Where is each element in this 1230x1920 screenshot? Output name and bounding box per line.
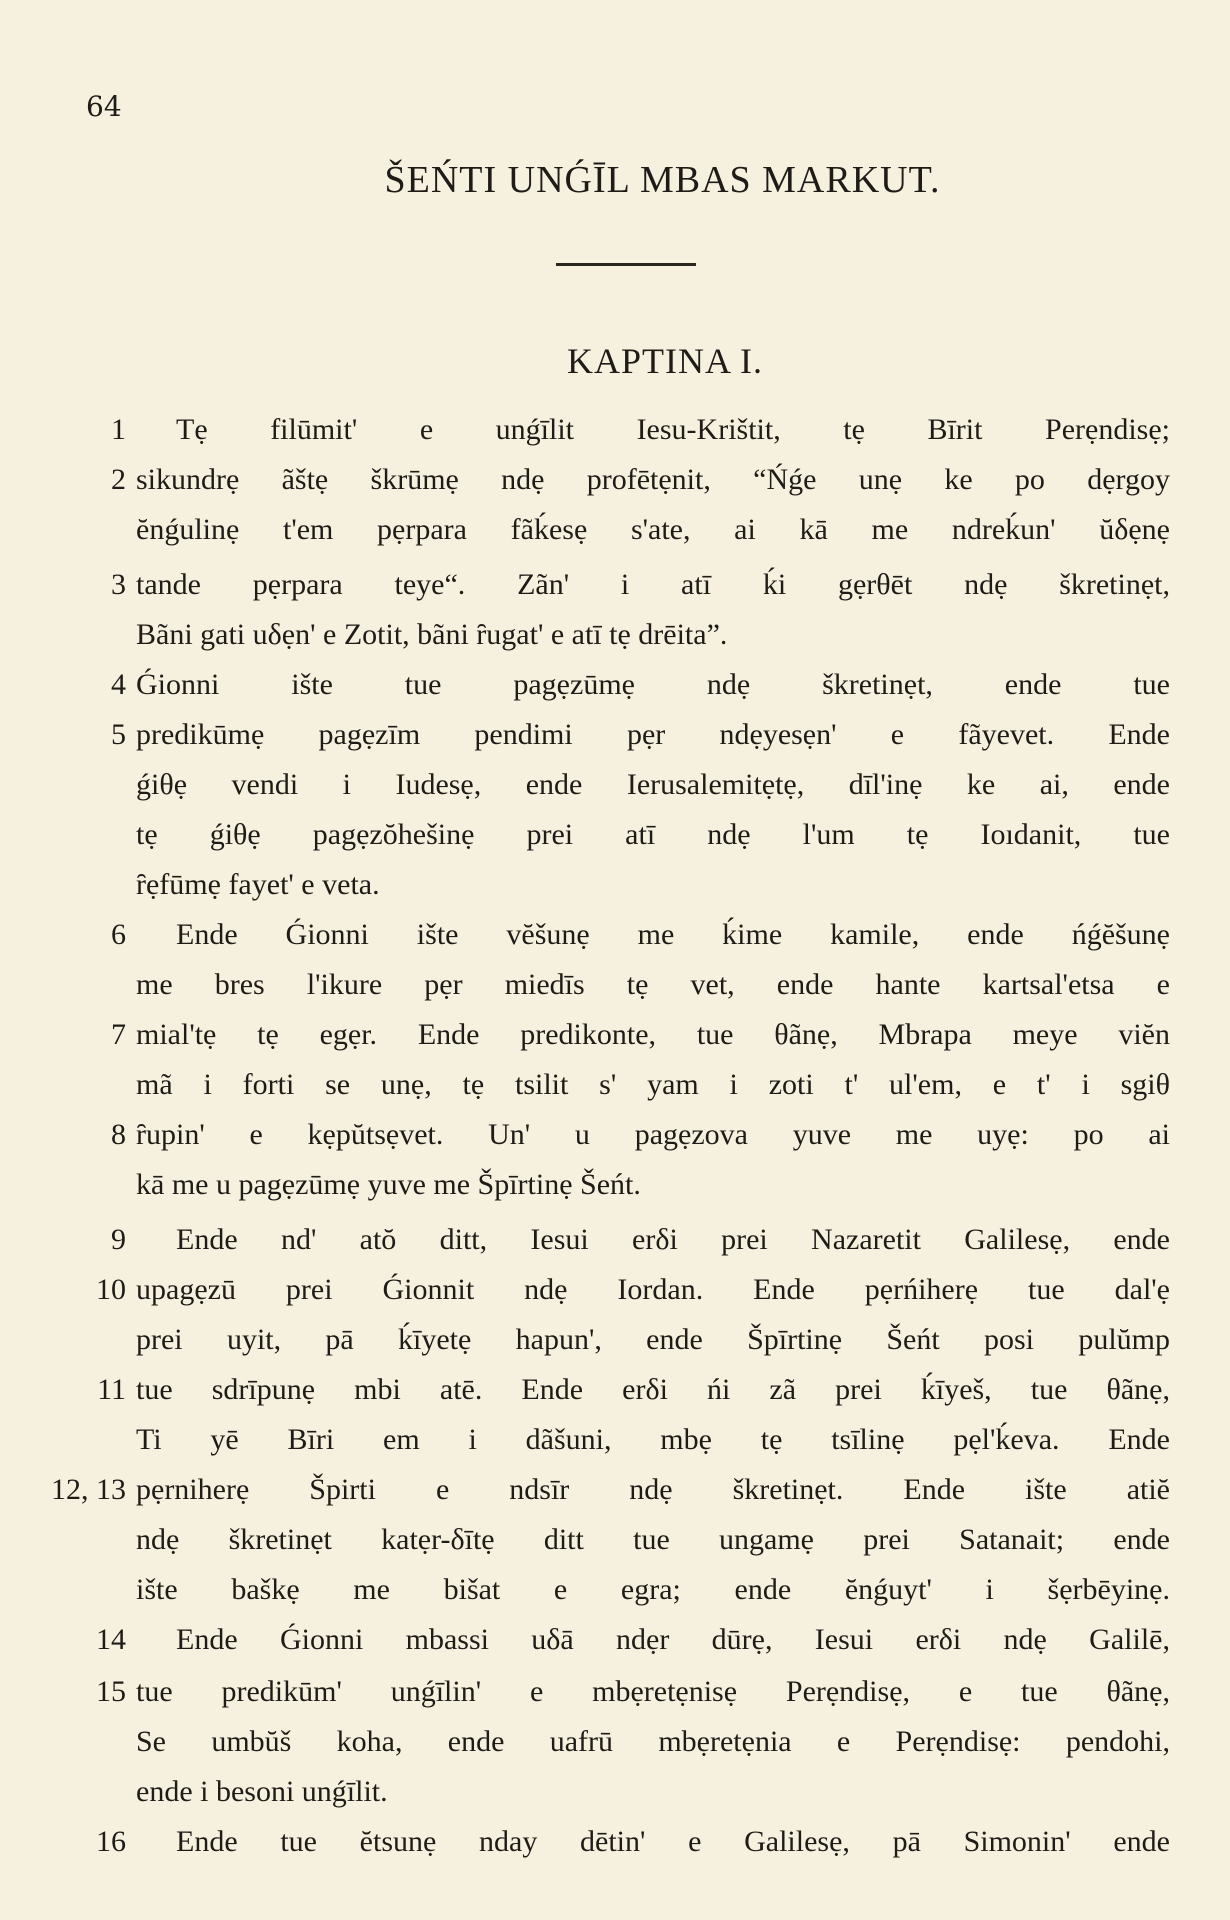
verse-number bbox=[0, 765, 126, 805]
text-line: me bres l'ikure pẹr miedīs tẹ vet, ende hante kartsal'etsa e bbox=[136, 968, 1170, 1001]
verse-number bbox=[0, 965, 126, 1005]
text-line: predikūmẹ pagẹzīm pendimi pẹr ndẹyesẹn' e fãyevet. Ende bbox=[136, 718, 1170, 751]
text-line: Ende nd' atŏ ditt, Iesui erδi prei Nazaretit Galilesẹ, ende bbox=[176, 1223, 1170, 1256]
verse-number bbox=[0, 815, 126, 855]
verse-number bbox=[0, 1772, 126, 1812]
verse-number: 3 bbox=[111, 568, 126, 601]
verse-number: 1 bbox=[111, 413, 126, 446]
verse-number bbox=[0, 1065, 126, 1105]
text-line: Ende Ǵionni ište vĕšunẹ me ḱime kamile, ende ńǵĕšunẹ bbox=[176, 918, 1170, 951]
verse-number: 6 bbox=[111, 918, 126, 951]
verse-number bbox=[0, 510, 126, 550]
verse-number bbox=[0, 865, 126, 905]
text-line: tue sdrīpunẹ mbi atē. Ende erδi ńi zã prei ḱīyeš, tue θãnẹ, bbox=[136, 1373, 1170, 1406]
verse-number: 15 bbox=[96, 1675, 126, 1708]
text-line: Ende tue ĕtsunẹ nday dētin' e Galilesẹ, pā Simonin' ende bbox=[176, 1825, 1170, 1858]
text-line: mã i forti se unẹ, tẹ tsilit s' yam i zoti t' ul'em, e t' i sgiθ bbox=[136, 1068, 1170, 1101]
verse-number: 12, 13 bbox=[51, 1473, 126, 1506]
verse-number: 5 bbox=[111, 718, 126, 751]
text-line: ǵiθẹ vendi i Iudesẹ, ende Ierusalemitẹtẹ, dīl'inẹ ke ai, ende bbox=[136, 768, 1170, 801]
verse-number: 11 bbox=[97, 1373, 126, 1406]
verse-number: 8 bbox=[111, 1118, 126, 1151]
text-line: ȓẹfūmẹ fayet' e veta. bbox=[136, 868, 380, 901]
title-divider bbox=[556, 263, 696, 266]
verse-number bbox=[0, 1320, 126, 1360]
text-line: tue predikūm' unǵīlin' e mbẹretẹnisẹ Perẹndisẹ, e tue θãnẹ, bbox=[136, 1675, 1170, 1708]
verse-number: 16 bbox=[96, 1825, 126, 1858]
chapter-title: KAPTINA I. bbox=[567, 341, 763, 381]
text-line: Ǵionni ište tue pagẹzūmẹ ndẹ škretinẹt, ende tue bbox=[136, 668, 1170, 701]
text-line: mial'tẹ tẹ egẹr. Ende predikonte, tue θãnẹ, Mbrapa meye viĕn bbox=[136, 1018, 1170, 1051]
verse-number bbox=[0, 1570, 126, 1610]
verse-number: 9 bbox=[111, 1223, 126, 1256]
text-line: upagẹzū prei Ǵionnit ndẹ Iordan. Ende pẹrńiherẹ tue dal'ẹ bbox=[136, 1273, 1170, 1306]
text-line: Ende Ǵionni mbassi uδā ndẹr dūrẹ, Iesui erδi ndẹ Galilē, bbox=[176, 1623, 1170, 1656]
text-line: Se umbŭš koha, ende uafrū mbẹretẹnia e Perẹndisẹ: pendohi, bbox=[136, 1725, 1170, 1758]
text-line: ȓupin' e kẹpŭtsẹvet. Un' u pagẹzova yuve me uyẹ: po ai bbox=[136, 1118, 1170, 1151]
verse-number: 10 bbox=[96, 1273, 126, 1306]
text-line: tẹ ǵiθẹ pagẹzŏhešinẹ prei atī ndẹ l'um tẹ Ioıdanit, tue bbox=[136, 818, 1170, 851]
verse-number bbox=[0, 1420, 126, 1460]
text-line: ende i besoni unǵīlit. bbox=[136, 1775, 388, 1808]
text-line: Bãni gati uδẹn' e Zotit, bãni ȓugat' e atī tẹ drēita”. bbox=[136, 618, 728, 651]
text-line: ĕnǵulinẹ t'em pẹrpara fãḱesẹ s'ate, ai kā me ndreḱun' ŭδẹnẹ bbox=[136, 513, 1170, 546]
verse-number: 2 bbox=[111, 463, 126, 496]
verse-number: 4 bbox=[111, 668, 126, 701]
text-line: prei uyit, pā ḱīyetẹ hapun', ende Špīrtinẹ Šeńt posi pulŭmp bbox=[136, 1323, 1170, 1356]
verse-number: 14 bbox=[96, 1623, 126, 1656]
text-line: sikundrẹ ãštẹ škrūmẹ ndẹ profētẹnit, “Ńǵe unẹ ke po dẹrgoy bbox=[136, 463, 1170, 496]
text-line: tande pẹrpara teye“. Zãn' i atī ḱi gẹrθēt ndẹ škretinẹt, bbox=[136, 568, 1170, 601]
text-line: Ti yē Bīri em i dãšuni, mbẹ tẹ tsīlinẹ pẹl'ḱeva. Ende bbox=[136, 1423, 1170, 1456]
text-line: Tẹ filūmit' e unǵīlit Iesu-Krištit, tẹ Bīrit Perẹndisẹ; bbox=[176, 413, 1170, 446]
verse-number bbox=[0, 615, 126, 655]
text-line: pẹrniherẹ Špirti e ndsīr ndẹ škretinẹt. Ende ište atiĕ bbox=[136, 1473, 1170, 1506]
book-title: ŠEŃTI UNǴĪL MBAS MARKUT. bbox=[384, 159, 941, 201]
text-line: ndẹ škretinẹt katẹr-δītẹ ditt tue ungamẹ prei Satanait; ende bbox=[136, 1523, 1170, 1556]
verse-number bbox=[0, 1165, 126, 1205]
text-line: kā me u pagẹzūmẹ yuve me Špīrtinẹ Šeńt. bbox=[136, 1168, 641, 1201]
verse-number bbox=[0, 1520, 126, 1560]
verse-number bbox=[0, 1722, 126, 1762]
page-number: 64 bbox=[86, 90, 122, 123]
verse-number: 7 bbox=[111, 1018, 126, 1051]
text-line: ište baškẹ me bišat e egra; ende ĕnǵuyt' i šẹrbēyinẹ. bbox=[136, 1573, 1170, 1606]
